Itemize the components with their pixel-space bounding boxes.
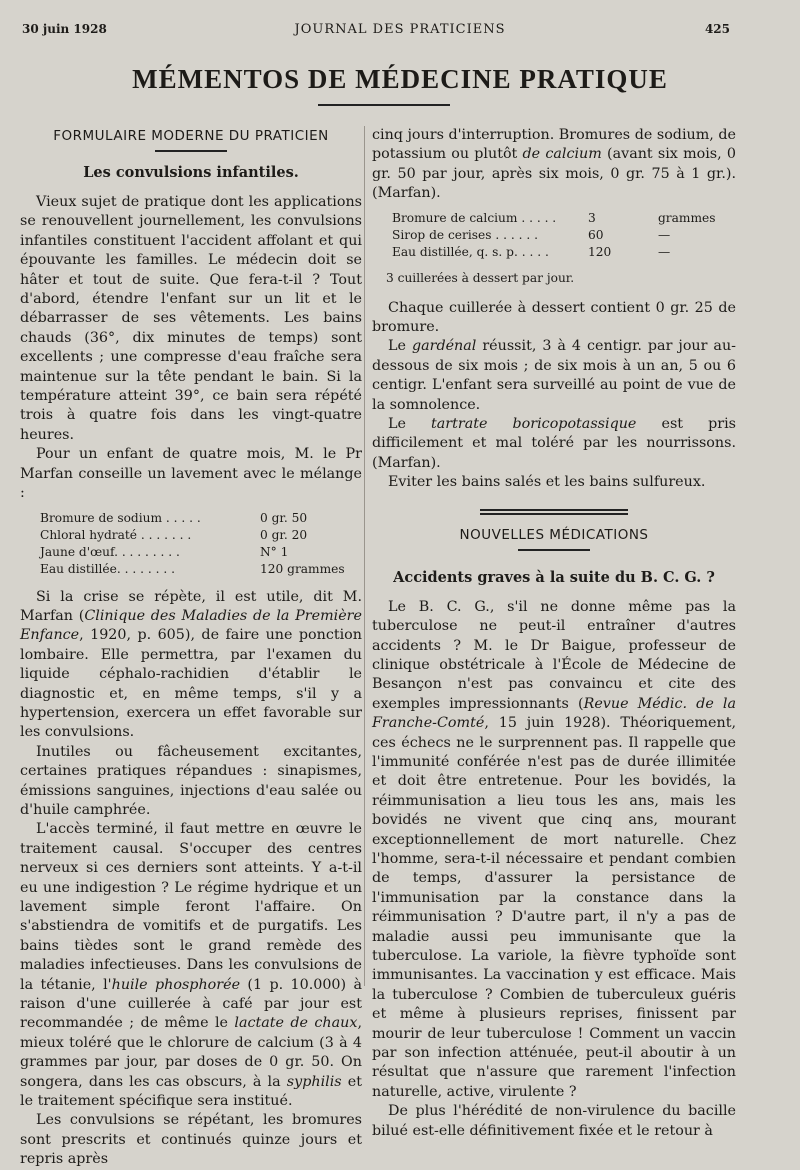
prescription-row [392, 227, 736, 244]
emphasis: gardénal [411, 338, 477, 355]
ingredient-name: Sirop de cerises . . . . . . [392, 227, 538, 242]
text-run: L'accès terminé, il faut mettre en œuvre le traitement causal. S'occuper des centres nerveux si ces derniers sont atteints. Y a-t-il eu une indigestion ? Le régime hydrique et un lavement simple feront l'affaire. On s'abstiendra de vomitifs et de purgatifs. Les bains tièdes sont le grand remède des maladies infectieuses. Dans les convulsions de la tétanie, l' [20, 821, 362, 993]
running-head [0, 22, 800, 38]
double-rule-divider [480, 509, 628, 515]
emphasis: tartrate boricopotassique [431, 416, 637, 433]
paragraph [372, 126, 736, 204]
prescription-row [40, 527, 362, 544]
ingredient-quantity: 3 [588, 210, 596, 225]
ingredient-name: Bromure de calcium . . . . . [392, 210, 557, 225]
ingredient-name: Eau distillée, q. s. p. . . . . [392, 244, 549, 259]
prescription-table [392, 210, 736, 261]
text-run: Le [388, 338, 412, 355]
column-divider [364, 126, 365, 986]
emphasis: syphilis [286, 1073, 342, 1090]
citation-title: Clinique des Maladies de la Première Enfance [20, 607, 362, 644]
text-run: Si la crise se répète, il est utile, dit M. Marfan ( [20, 588, 362, 624]
dosage-note: 3 cuillerées à dessert par jour. [386, 270, 575, 285]
ingredient-quantity: 120 [588, 244, 612, 259]
text-run: , 15 juin 1928). Théoriquement, ces échecs ne le surprennent pas. Il rappelle que l'immunité conférée n'est pas de durée illimitée et doit être entretenue. Pour les bovidés, la réimmunisation a lieu tous les ans, mais les bovidés ne vivent que cinq ans, mourant exceptionnellement de mort naturelle. Chez l'homme, sera-t-il nécessaire et pendant combien de temps, d'assurer la persistance de l'immunisation par la constance dans la réimmunisation ? D'autre part, il n'y a pas de maladie aussi peu immunisante que la tuberculose. La variole, la fièvre typhoïde sont immunisantes. La vaccination y est efficace. Mais la tuberculose ? Combien de tuberculeux guéris et même à plusieurs reprises, finissent par mourir de leur tuberculose ! Comment un vaccin par son infection atténuée, peut-il aboutir à un résultat que n'assure que rarement l'infection naturelle, active, virulente ? [372, 715, 736, 1100]
ingredient-unit: grammes [658, 210, 716, 225]
text-run: et le traitement spécifique sera institué. [20, 1073, 362, 1110]
main-title: MÉMENTOS DE MÉDECINE PRATIQUE [132, 64, 668, 94]
paragraph: Eviter les bains salés et les bains sulfureux. [388, 474, 706, 491]
citation-title: Revue Médic. de la Franche-Comté [372, 695, 736, 732]
text-run: Le B. C. G., s'il ne donne même pas la tuberculose ne peut-il entraîner d'autres accidents ? M. le Dr Baigue, professeur de clinique obstétricale à l'École de Médecine de Besançon n'est pas convaincu et cite des exemples impressionnants ( [372, 598, 736, 712]
paragraph [372, 415, 736, 473]
article-heading-convulsions: Les convulsions infantiles. [83, 164, 299, 181]
ingredient-unit: — [658, 244, 671, 259]
text-run: réussit, 3 à 4 centigr. par jour au-dessous de six mois ; de six mois à un an, 5 ou 6 centigr. L'enfant sera surveillé au point de vue de la somnolence. [372, 338, 736, 413]
prescription-row [40, 544, 362, 561]
prescription-row [392, 210, 736, 227]
section-rule [155, 150, 227, 152]
left-column [20, 126, 362, 1170]
section-rule [518, 549, 590, 551]
issue-date: 30 juin 1928 [22, 22, 107, 36]
journal-title: JOURNAL DES PRATICIENS [294, 22, 506, 37]
paragraph: Les convulsions se répétant, les bromures sont prescrits et continués quinze jours et repris après [20, 1112, 362, 1168]
text-run: , 1920, p. 605), de faire une ponction lombaire. Elle permettra, par l'examen du liquide céphalo-rachidien d'établir le diagnostic et, en même temps, s'il y a hypertension, exercera un effet favorable sur les convulsions. [20, 627, 362, 741]
title-rule [318, 104, 450, 106]
paragraph: De plus l'hérédité de non-virulence du bacille bilué est-elle définitivement fixée et le retour à [372, 1103, 736, 1139]
paragraph [20, 820, 362, 1111]
paragraph [372, 337, 736, 415]
ingredient-quantity: 0 gr. 50 [260, 510, 308, 525]
text-run: est pris difficilement et mal toléré par les nourrissons. (Marfan). [372, 416, 736, 471]
paragraph: Pour un enfant de quatre mois, M. le Pr Marfan conseille un lavement avec le mélange : [20, 446, 362, 502]
paragraph: Chaque cuillerée à dessert contient 0 gr. 25 de bromure. [372, 299, 736, 336]
prescription-row [40, 510, 362, 527]
ingredient-quantity: N° 1 [260, 544, 289, 559]
ingredient-name: Eau distillée. . . . . . . . [40, 561, 175, 576]
article-heading-bcg: Accidents graves à la suite du B. C. G. ? [393, 568, 715, 586]
text-run: , mieux toléré que le chlorure de calcium (3 à 4 grammes par jour, par doses de 0 gr. 50. On songera, dans les cas obscurs, à la [20, 1015, 362, 1090]
ingredient-quantity: 60 [588, 227, 604, 242]
ingredient-name: Jaune d'œuf. . . . . . . . . [40, 544, 180, 559]
section-title-formulaire: FORMULAIRE MODERNE DU PRATICIEN [53, 128, 329, 144]
text-run: (1 p. 10.000) à raison d'une cuillerée à café par jour est recommandée ; de même le [20, 976, 363, 1032]
page-number: 425 [704, 22, 730, 36]
emphasis: de calcium [522, 146, 602, 163]
paragraph [20, 588, 362, 743]
emphasis: lactate de chaux [234, 1015, 358, 1032]
ingredient-unit: — [658, 227, 671, 242]
right-column [372, 126, 736, 1141]
section-title-nouvelles: NOUVELLES MÉDICATIONS [459, 526, 649, 543]
prescription-table [40, 510, 362, 578]
prescription-row [392, 244, 736, 261]
paragraph: Vieux sujet de pratique dont les applications se renouvellent journellement, les convulsions infantiles constituent l'accident affolant et qui épouvante les familles. Le médecin doit se hâter et tout de suite. Que fera-t-il ? Tout d'abord, étendre l'enfant sur un lit et le débarrasser de ses vêtements. Les bains chauds (36°, dix minutes de temps) sont excellents ; une compresse d'eau fraîche sera maintenue sur la tête pendant le bain. Si la température atteint 39°, ce bain sera répété trois à quatre fois dans les vingt-quatre heures. [20, 194, 362, 443]
ingredient-name: Chloral hydraté . . . . . . . [40, 527, 192, 542]
paragraph [372, 598, 736, 1103]
ingredient-quantity: 0 gr. 20 [260, 527, 308, 542]
prescription-row [40, 561, 362, 578]
emphasis: huile phosphorée [111, 976, 241, 993]
text-run: Le [388, 416, 432, 433]
text-run: (avant six mois, 0 gr. 50 par jour, après six mois, 0 gr. 75 à 1 gr.). (Marfan). [372, 146, 736, 202]
paragraph: Inutiles ou fâcheusement excitantes, certaines pratiques répandues : sinapismes, émissions sanguines, injections d'eau salée ou d'huile camphrée. [20, 743, 362, 818]
ingredient-quantity: 120 grammes [260, 561, 345, 576]
text-run: cinq jours d'interruption. Bromures de sodium, de potassium ou plutôt [372, 127, 736, 163]
ingredient-name: Bromure de sodium . . . . . [40, 510, 201, 525]
